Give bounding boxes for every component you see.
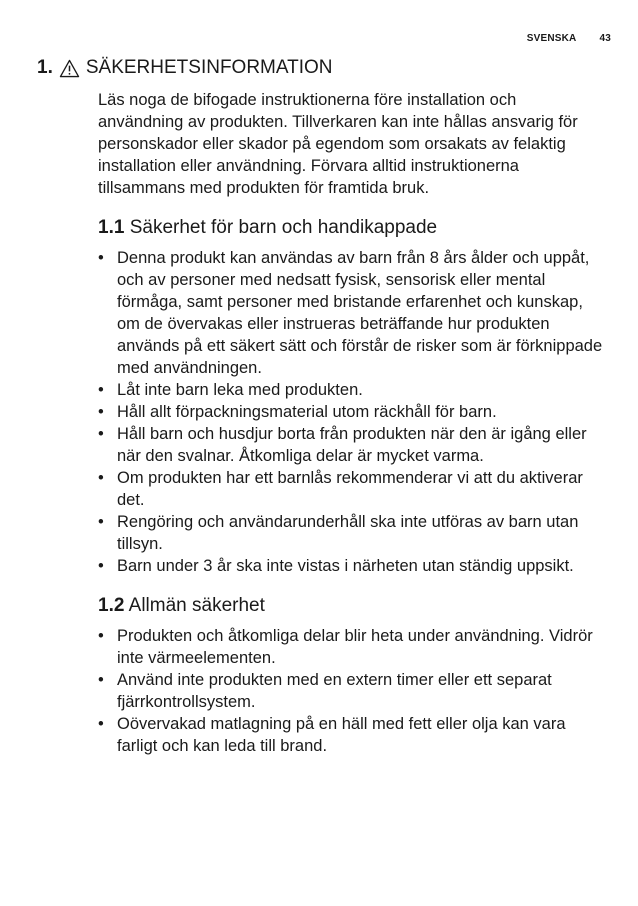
list-item: • Håll allt förpackningsmaterial utom räckhåll för barn. xyxy=(98,403,497,421)
subsection-title: Allmän säkerhet xyxy=(128,595,265,616)
list-item: • Låt inte barn leka med produkten. xyxy=(98,381,363,399)
subsection-title: Säkerhet för barn och handikappade xyxy=(129,217,438,238)
list-item-text: Håll allt förpackningsmaterial utom räckhåll för barn. xyxy=(117,403,497,421)
list-item: • Oövervakad matlagning på en häll med fett eller olja kan vara farligt och kan leda till brand. xyxy=(98,715,566,755)
subsection-heading xyxy=(98,593,603,619)
page-header xyxy=(527,33,611,44)
list-item-text: Oövervakad matlagning på en häll med fett eller olja kan vara farligt och kan leda till brand. xyxy=(117,715,566,755)
subsection-child-safety xyxy=(98,215,603,577)
list-item-text: Om produkten har ett barnlås rekommenderar vi att du aktiverar det. xyxy=(117,469,583,509)
section-heading xyxy=(37,57,333,79)
list-item: • Håll barn och husdjur borta från produkten när den är igång eller när den svalnar. Åtkomliga delar är mycket varma. xyxy=(98,425,587,465)
list-item-text: Produkten och åtkomliga delar blir heta under användning. Vidrör inte värmeelementen. xyxy=(117,627,593,667)
page-number: 43 xyxy=(599,33,611,44)
list-item: • Produkten och åtkomliga delar blir heta under användning. Vidrör inte värmeelementen. xyxy=(98,627,593,667)
section-number: 1. xyxy=(37,57,53,78)
list-item-text: Rengöring och användarunderhåll ska inte utföras av barn utan tillsyn. xyxy=(117,513,579,553)
list-item-text: Håll barn och husdjur borta från produkten när den är igång eller när den svalnar. Åtkomliga delar är mycket varma. xyxy=(117,425,587,465)
subsection-number: 1.2 xyxy=(98,595,125,616)
list-item-text: Barn under 3 år ska inte vistas i närheten utan ständig uppsikt. xyxy=(117,557,574,575)
section-title: SÄKERHETSINFORMATION xyxy=(85,57,333,78)
subsection-number: 1.1 xyxy=(98,217,125,238)
list-item: • Denna produkt kan användas av barn från 8 års ålder och uppåt, och av personer med nedsatt fysisk, sensorisk eller mental förmåga, samt personer med bristande erfarenhet och kunskap, om de övervakas eller instrueras beträffande hur produkten används på ett säkert sätt och förstår de risker som är förknippade med användningen. xyxy=(98,249,603,377)
intro-paragraph: Läs noga de bifogade instruktionerna före installation och användning av produkten. Tillverkaren kan inte hållas ansvarig för personskador eller skador på egendom som orsakats av felaktig installation eller användning. Förvara alltid instruktionerna tillsammans med produkten för framtida bruk. xyxy=(98,91,578,197)
list-item-text: Denna produkt kan användas av barn från 8 års ålder och uppåt, och av personer med nedsatt fysisk, sensorisk eller mental förmåga, samt personer med bristande erfarenhet och kunskap, om de övervakas eller instrueras beträffande hur produkten används på ett säkert sätt och förstår de risker som är förknippade med användningen. xyxy=(117,249,603,377)
bullet-list xyxy=(98,247,603,577)
content xyxy=(98,89,603,773)
list-item: • Om produkten har ett barnlås rekommenderar vi att du aktiverar det. xyxy=(98,469,583,509)
subsection-general-safety xyxy=(98,593,603,757)
list-item-text: Låt inte barn leka med produkten. xyxy=(117,381,363,399)
language-label: SVENSKA xyxy=(526,33,577,44)
list-item: • Rengöring och användarunderhåll ska inte utföras av barn utan tillsyn. xyxy=(98,513,579,553)
subsection-heading xyxy=(98,215,603,241)
list-item: • Använd inte produkten med en extern timer eller ett separat fjärrkontrollsystem. xyxy=(98,671,552,711)
warning-triangle-icon xyxy=(59,59,80,78)
list-item: • Barn under 3 år ska inte vistas i närheten utan ständig uppsikt. xyxy=(98,557,574,575)
list-item-text: Använd inte produkten med en extern timer eller ett separat fjärrkontrollsystem. xyxy=(117,671,552,711)
bullet-list xyxy=(98,625,603,757)
